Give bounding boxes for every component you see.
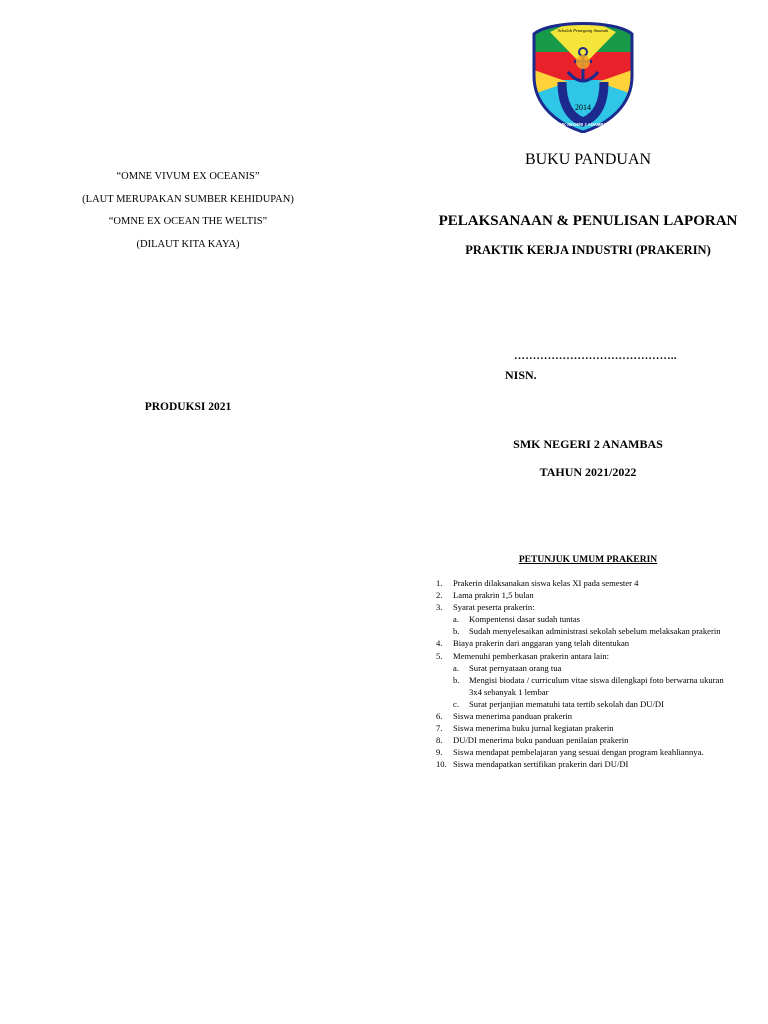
motto-line: (DILAUT KITA KAYA) <box>136 238 240 250</box>
item-number: 8. <box>436 735 443 746</box>
item-text: Mengisi biodata / curriculum vitae siswa dilengkapi foto berwarna ukuran <box>469 674 724 685</box>
academic-year: TAHUN 2021/2022 <box>539 465 637 479</box>
name-blank-line: …………………………………….. <box>514 350 677 362</box>
list-item <box>436 722 756 734</box>
item-number: 1. <box>436 578 443 588</box>
document-title: BUKU PANDUAN <box>524 151 652 168</box>
item-text: Siswa menerima panduan prakerin <box>453 711 573 722</box>
item-number: 9. <box>436 747 443 758</box>
motto-line: (LAUT MERUPAKAN SUMBER KEHIDUPAN) <box>82 193 294 205</box>
list-item <box>436 650 756 662</box>
motto-line: “OMNE VIVUM EX OCEANIS” <box>116 171 260 182</box>
motto-line: “OMNE EX OCEAN THE WELTIS” <box>108 216 268 227</box>
item-text: Siswa menerima buku jurnal kegiatan prakerin <box>453 723 614 734</box>
item-number: 7. <box>436 723 443 734</box>
item-text: 3x4 sebanyak 1 lembar <box>469 686 549 697</box>
list-subitem <box>436 613 756 625</box>
list-item <box>436 746 756 758</box>
subitem-letter: a. <box>453 614 459 625</box>
item-text: Biaya prakerin dari anggaran yang telah ditentukan <box>453 638 630 649</box>
school-logo <box>528 18 638 133</box>
school-name: SMK NEGERI 2 ANAMBAS <box>513 437 663 451</box>
logo-year: 2014 <box>575 103 591 112</box>
list-item <box>436 577 756 589</box>
list-subitem <box>436 698 756 710</box>
section-title: PETUNJUK UMUM PRAKERIN <box>518 555 658 565</box>
item-number: 4. <box>436 638 443 649</box>
list-item <box>436 758 756 770</box>
item-text: Siswa mendapat pembelajaran yang sesuai dengan program keahliannya. <box>453 747 704 758</box>
nisn-label: NISN. <box>505 368 537 382</box>
instructions-list <box>436 577 756 771</box>
list-subitem <box>436 625 756 637</box>
list-item <box>436 601 756 613</box>
item-text: Surat perjanjian mematuhi tata tertib sekolah dan DU/DI <box>469 698 664 709</box>
subitem-letter: c. <box>453 698 459 709</box>
document-subtitle: PELAKSANAAN & PENULISAN LAPORAN <box>438 213 738 229</box>
item-text: DU/DI menerima buku panduan penilaian prakerin <box>453 735 629 746</box>
subitem-letter: b. <box>453 626 460 637</box>
item-text: Sudah menyelesaikan administrasi sekolah sebelum melaksakan prakerin <box>469 626 721 637</box>
item-number: 10. <box>436 759 447 770</box>
item-text: Prakerin dilaksanakan siswa kelas XI pada semester 4 <box>453 578 639 588</box>
list-subitem-continuation <box>436 686 756 698</box>
item-text: Kompentensi dasar sudah tuntas <box>469 614 580 625</box>
list-subitem <box>436 674 756 686</box>
list-item <box>436 637 756 649</box>
item-number: 3. <box>436 602 443 613</box>
list-item <box>436 710 756 722</box>
subitem-letter: b. <box>453 674 460 685</box>
list-item <box>436 734 756 746</box>
document-subtitle-2: PRAKTIK KERJA INDUSTRI (PRAKERIN) <box>465 243 711 257</box>
list-item <box>436 589 756 601</box>
item-text: Syarat peserta prakerin: <box>453 602 535 613</box>
list-subitem <box>436 662 756 674</box>
logo-top-text: Sekolah Pemegang Amanah <box>557 28 609 33</box>
item-number: 2. <box>436 590 443 601</box>
production-year: PRODUKSI 2021 <box>144 401 232 413</box>
logo-ring-text: SMK NEGERI 2 ANAMBAS <box>556 122 610 127</box>
item-text: Siswa mendapatkan sertifikan prakerin dari DU/DI <box>453 759 629 770</box>
item-number: 6. <box>436 711 443 722</box>
item-text: Surat pernyataan orang tua <box>469 662 562 673</box>
subitem-letter: a. <box>453 662 459 673</box>
item-text: Memenuhi pemberkasan prakerin antara lain: <box>453 650 610 661</box>
motto-block <box>40 166 336 256</box>
item-text: Lama prakrin 1,5 bulan <box>453 590 534 601</box>
item-number: 5. <box>436 650 443 661</box>
